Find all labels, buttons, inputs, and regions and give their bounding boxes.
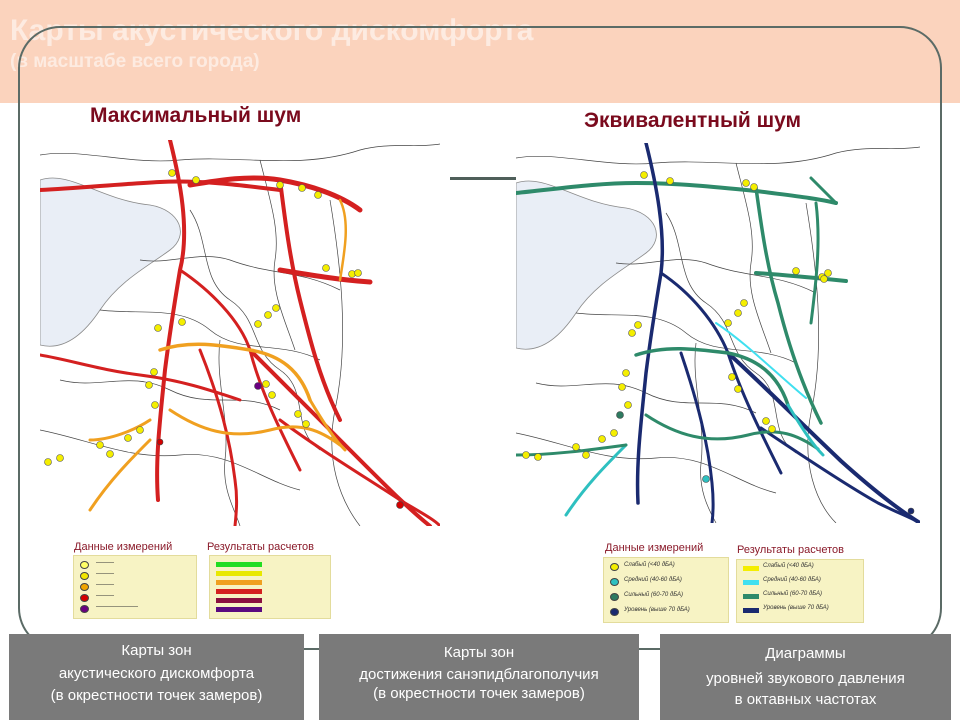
legend-swatch <box>216 589 262 594</box>
slide-subtitle: (в масштабе всего города) <box>10 51 260 72</box>
slide-title: Карты акустического дискомфорта <box>10 14 534 47</box>
legend-swatch <box>80 561 89 569</box>
legend-label: Слабый (<40 дБА) <box>763 563 814 569</box>
legend-label: Средний (40-60 дБА) <box>624 577 682 583</box>
legend-row: ——— <box>80 560 190 570</box>
legend-row <box>743 577 853 587</box>
map-title-max-noise: Максимальный шум <box>90 104 302 127</box>
legend-label: Уровень (выше 70 дБА) <box>624 607 690 613</box>
legend-row <box>610 607 720 617</box>
legend-label: Сильный (60-70 дБА) <box>763 591 822 597</box>
legend-measurements-left <box>73 555 197 619</box>
legend-title-calculations-left: Результаты расчетов <box>207 541 314 553</box>
caption-octave-diagrams <box>660 634 951 720</box>
legend-label: Уровень (выше 70 дБА) <box>763 605 829 611</box>
legend-row: ——— <box>80 571 190 581</box>
legend-label: Средний (40-60 дБА) <box>763 577 821 583</box>
map-maximum-noise <box>40 140 440 526</box>
legend-title-measurements-right: Данные измерений <box>605 542 704 554</box>
caption-line: Диаграммы <box>765 645 846 662</box>
caption-sanitary-wellbeing <box>319 634 639 720</box>
legend-swatch <box>743 566 759 571</box>
legend-swatch <box>80 594 89 602</box>
caption-acoustic-discomfort <box>9 634 304 720</box>
caption-line: акустического дискомфорта <box>58 665 255 682</box>
legend-swatch <box>80 583 89 591</box>
caption-line: достижения санэпидблагополучия <box>359 666 599 683</box>
legend-row: ——— <box>80 582 190 592</box>
caption-line: Карты зон <box>443 644 515 661</box>
legend-swatch <box>743 580 759 585</box>
caption-line: уровней звукового давления <box>706 670 905 687</box>
legend-swatch <box>80 605 89 613</box>
legend-row: ——— <box>80 593 190 603</box>
legend-measurements-right <box>603 557 729 623</box>
legend-swatch <box>216 580 262 585</box>
caption-line: (в окрестности точек замеров) <box>50 687 263 704</box>
caption-line: в октавных частотах <box>734 691 877 708</box>
map-title-equivalent-noise: Эквивалентный шум <box>584 109 802 132</box>
legend-swatch <box>610 593 619 601</box>
legend-row <box>216 604 326 614</box>
legend-swatch <box>743 608 759 613</box>
legend-row <box>610 562 720 572</box>
legend-swatch <box>216 598 262 603</box>
caption-line: Карты зон <box>121 642 192 659</box>
legend-title-calculations-right: Результаты расчетов <box>737 544 844 556</box>
legend-row <box>743 591 853 601</box>
legend-swatch <box>216 562 262 567</box>
connector-line <box>450 177 520 180</box>
caption-line: (в окрестности точек замеров) <box>373 685 585 702</box>
legend-swatch <box>610 578 619 586</box>
legend-calculations-left <box>209 555 331 619</box>
legend-swatch <box>80 572 89 580</box>
legend-swatch <box>610 563 619 571</box>
legend-swatch <box>216 607 262 612</box>
legend-row <box>743 605 853 615</box>
legend-title-measurements-left: Данные измерений <box>74 541 173 553</box>
legend-row <box>743 563 853 573</box>
legend-label: Сильный (60-70 дБА) <box>624 592 683 598</box>
legend-swatch <box>216 571 262 576</box>
legend-swatch <box>610 608 619 616</box>
legend-label: Слабый (<40 дБА) <box>624 562 675 568</box>
legend-swatch <box>743 594 759 599</box>
legend-row <box>610 577 720 587</box>
legend-row <box>610 592 720 602</box>
legend-row: ——————— <box>80 604 190 614</box>
map-equivalent-noise <box>516 143 920 523</box>
legend-calculations-right <box>736 559 864 623</box>
